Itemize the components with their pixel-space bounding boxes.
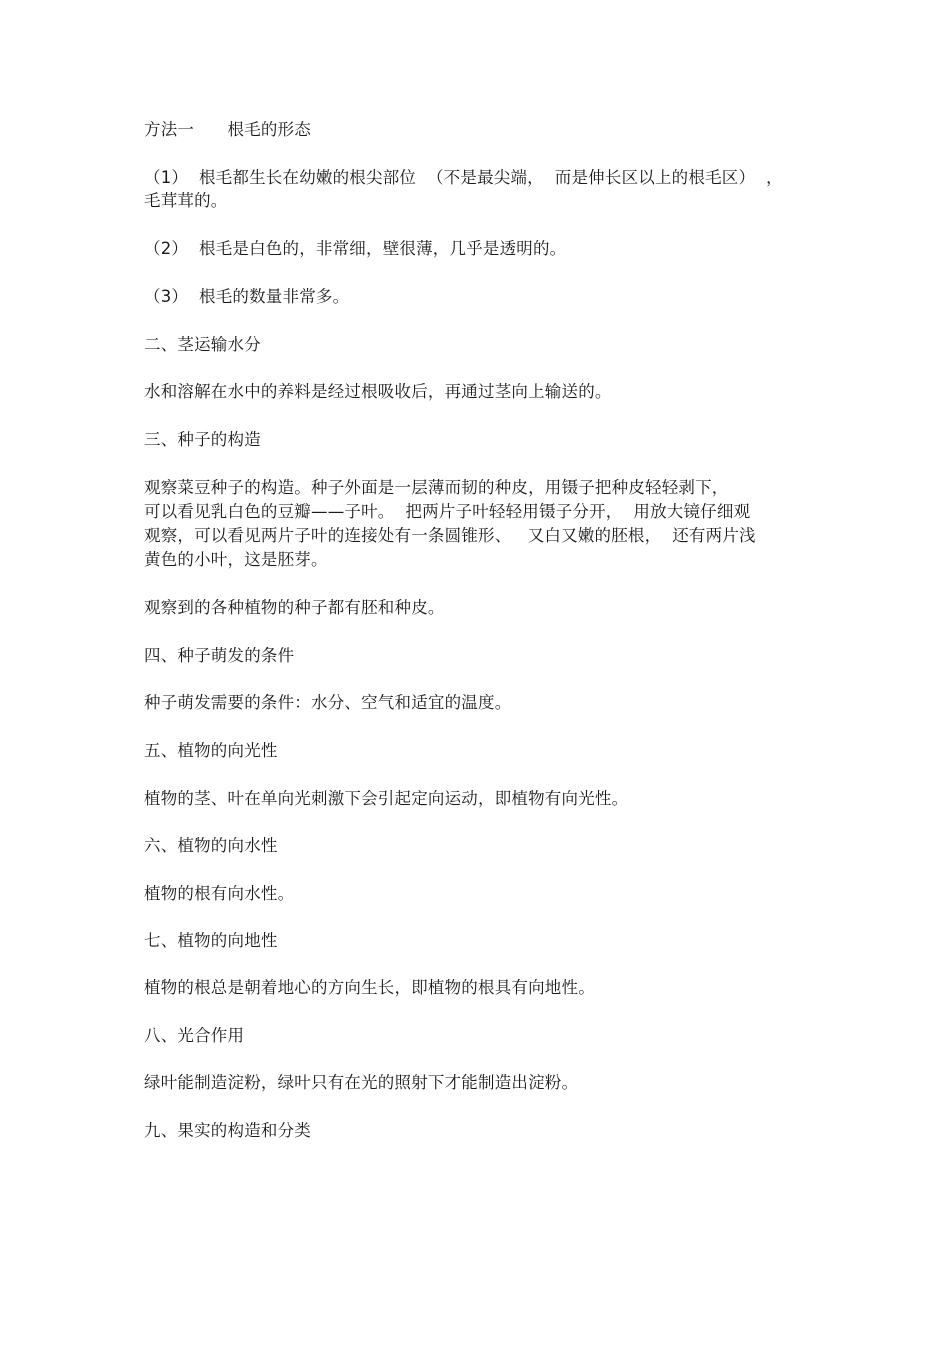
section-heading: 七、植物的向地性 — [144, 931, 278, 950]
paragraph-line: 植物的茎、叶在单向光刺激下会引起定向运动，即植物有向光性。 — [144, 789, 629, 808]
paragraph-line: （2） 根毛是白色的，非常细，壁很薄，几乎是透明的。 — [144, 239, 567, 258]
paragraph-line: 观察到的各种植物的种子都有胚和种皮。 — [144, 598, 445, 617]
paragraph-line: 水和溶解在水中的养料是经过根吸收后，再通过茎向上输送的。 — [144, 382, 612, 401]
section-heading: 九、果实的构造和分类 — [144, 1121, 311, 1140]
paragraph-line: 种子萌发需要的条件：水分、空气和适宜的温度。 — [144, 693, 512, 712]
paragraph-line: 植物的根总是朝着地心的方向生长，即植物的根具有向地性。 — [144, 978, 595, 997]
section-heading: 三、种子的构造 — [144, 430, 261, 449]
paragraph-line: 可以看见乳白色的豆瓣——子叶。 把两片子叶轻轻用镊子分开， 用放大镜仔细观 — [144, 502, 751, 521]
section-heading: 五、植物的向光性 — [144, 741, 278, 760]
paragraph-line: 植物的根有向水性。 — [144, 884, 295, 903]
section-heading-root-hair-shape: 方法一 根毛的形态 — [144, 120, 311, 139]
paragraph-line: 毛茸茸的。 — [144, 191, 228, 210]
section-heading: 六、植物的向水性 — [144, 836, 278, 855]
paragraph-line: （1） 根毛都生长在幼嫩的根尖部位 （不是最尖端， 而是伸长区以上的根毛区） ， — [144, 168, 783, 187]
paragraph-line: （3） 根毛的数量非常多。 — [144, 287, 350, 306]
section-heading: 四、种子萌发的条件 — [144, 646, 295, 665]
section-heading: 八、光合作用 — [144, 1026, 245, 1045]
paragraph-line: 观察菜豆种子的构造。种子外面是一层薄而韧的种皮，用镊子把种皮轻轻剥下， — [144, 478, 729, 497]
paragraph-line: 绿叶能制造淀粉，绿叶只有在光的照射下才能制造出淀粉。 — [144, 1073, 579, 1092]
paragraph-line: 观察，可以看见两片子叶的连接处有一条圆锥形、 又白又嫩的胚根， 还有两片浅 — [144, 526, 756, 545]
paragraph-line: 黄色的小叶，这是胚芽。 — [144, 550, 328, 569]
section-heading: 二、茎运输水分 — [144, 335, 261, 354]
